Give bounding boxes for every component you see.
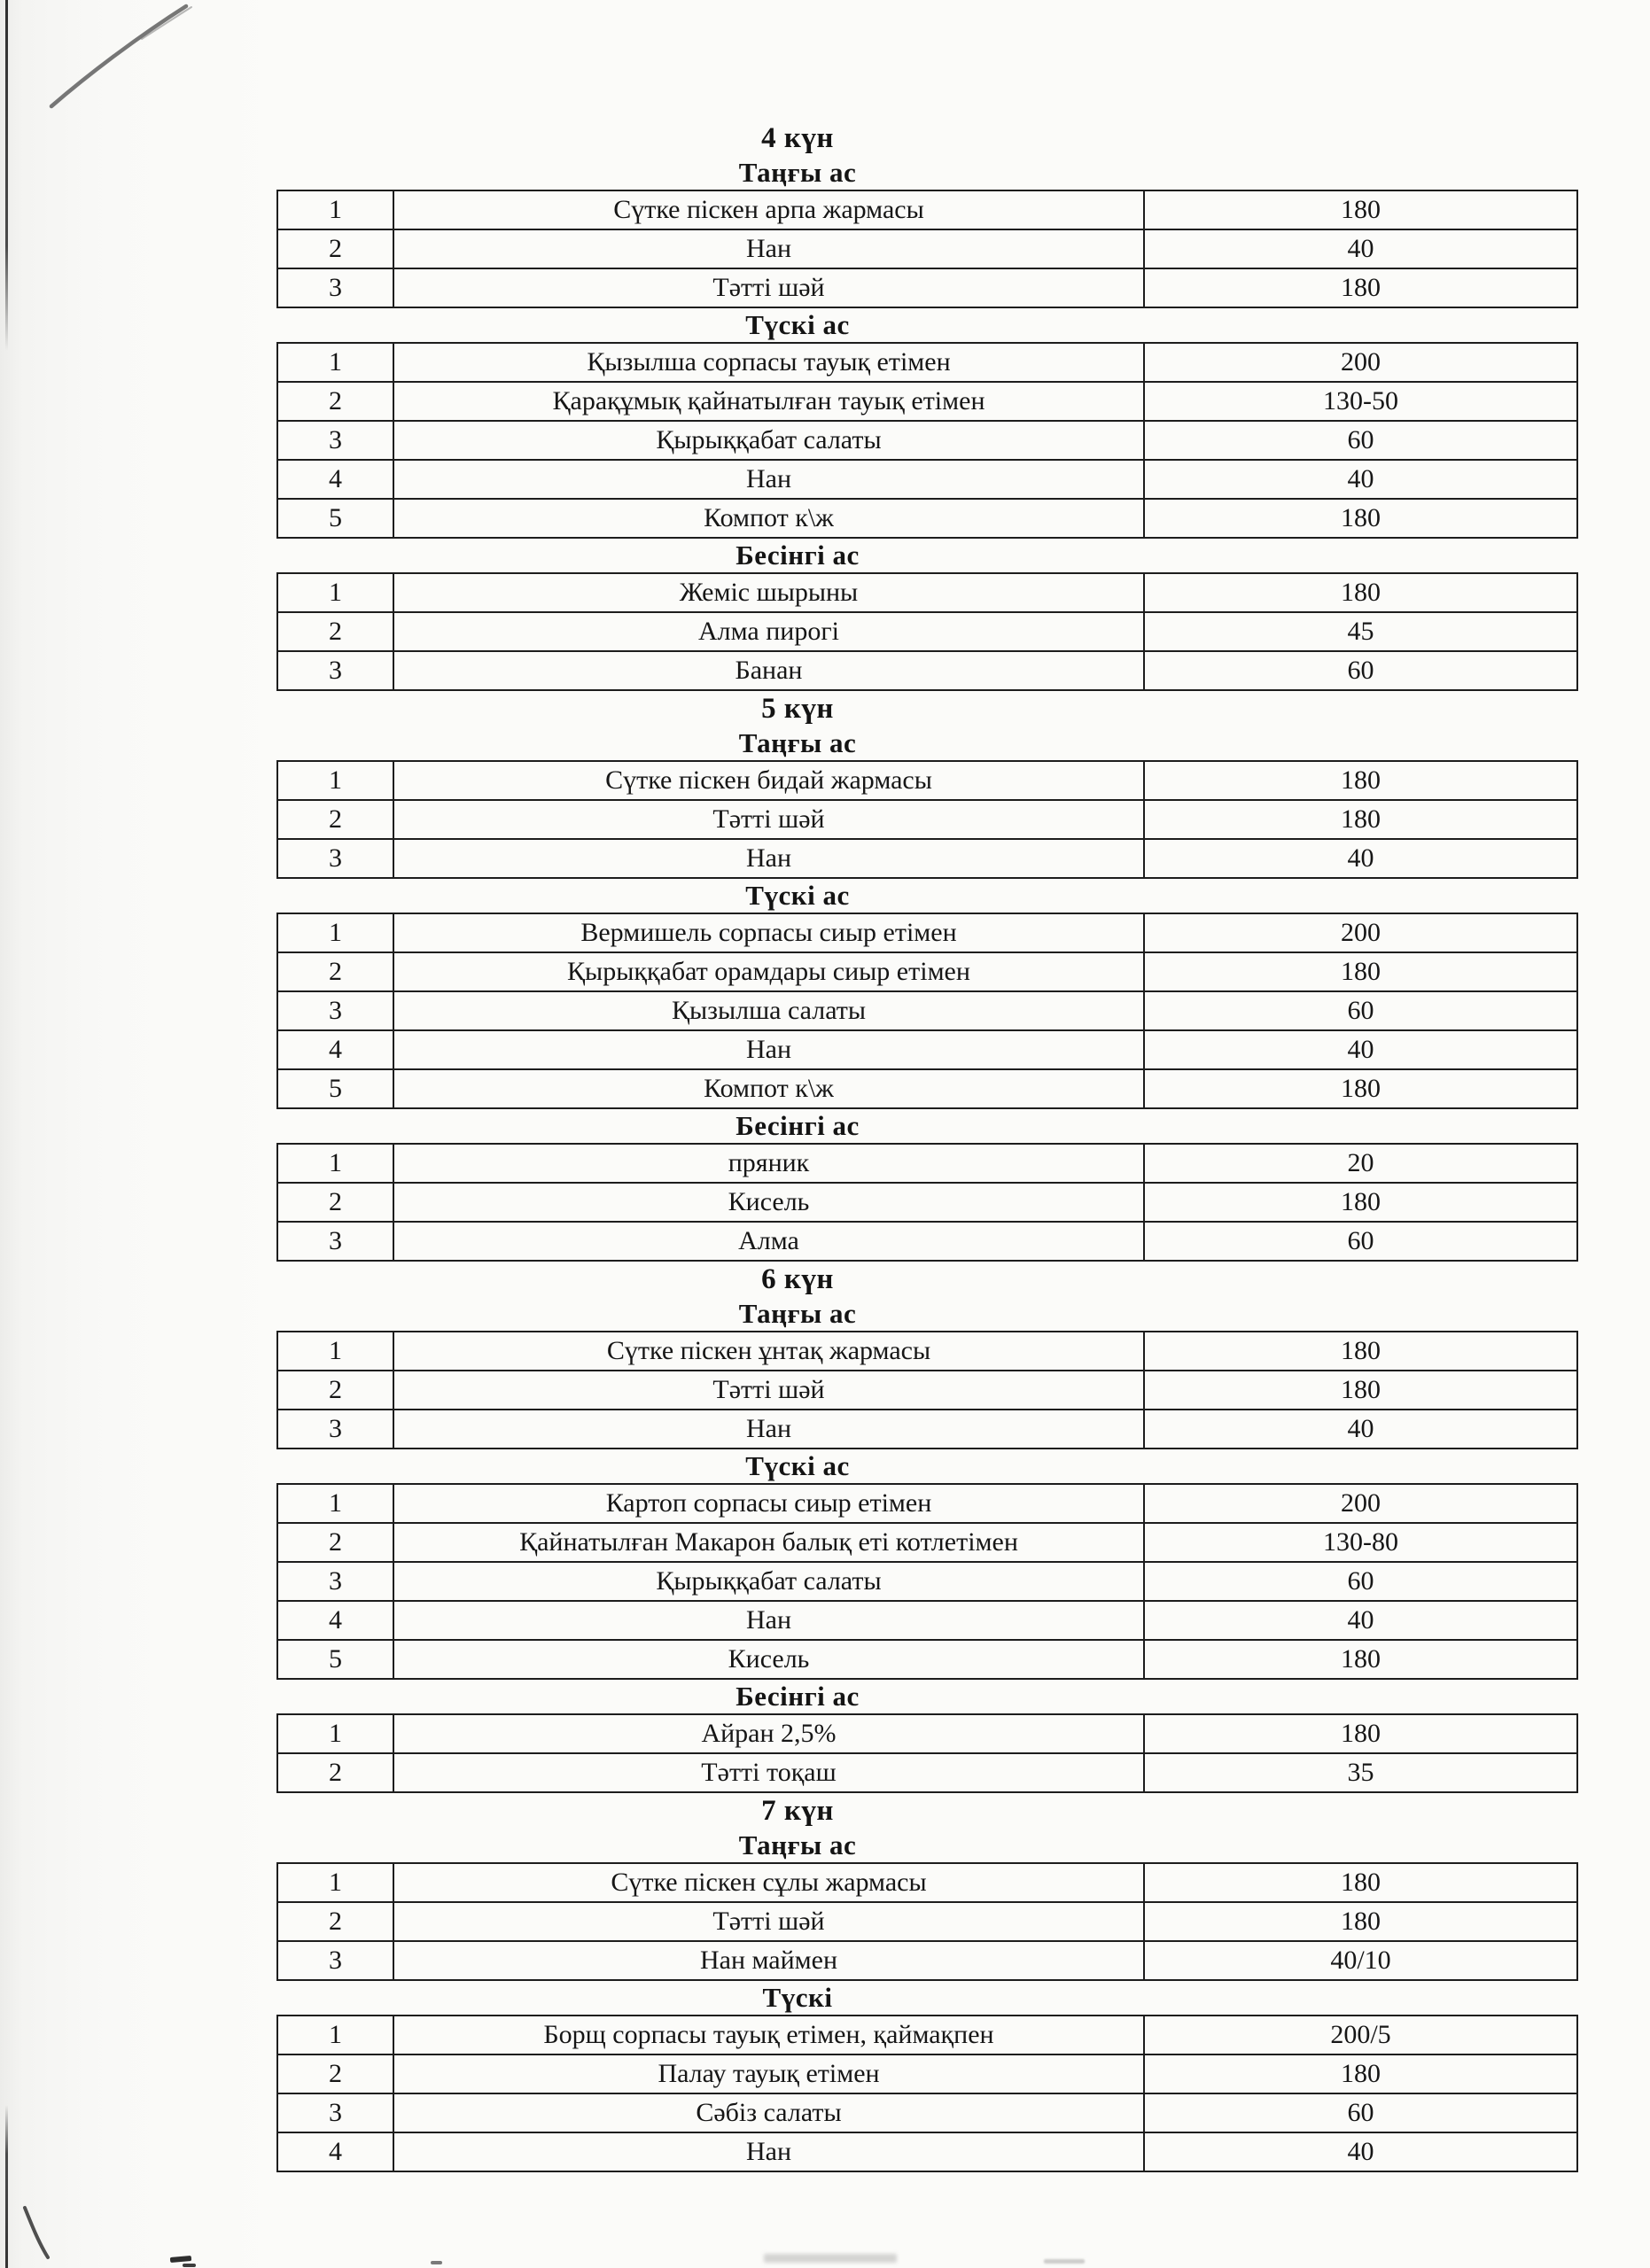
dish-amount-cell: 130-80 (1144, 1523, 1577, 1562)
dish-name-cell: Сүтке піскен сұлы жармасы (393, 1863, 1144, 1902)
table-row (277, 382, 1577, 421)
table-row (277, 1144, 1577, 1183)
row-number-cell: 4 (277, 2132, 393, 2171)
dish-name-cell: Нан маймен (393, 1941, 1144, 1980)
table-row (277, 2132, 1577, 2171)
dish-name-cell: Қайнатылған Макарон балық еті котлетімен (393, 1523, 1144, 1562)
dish-name-cell: Жеміс шырыны (393, 573, 1144, 612)
dish-amount-cell: 180 (1144, 952, 1577, 991)
day-title: 5 күн (761, 693, 834, 725)
row-number-cell: 3 (277, 651, 393, 690)
row-number-cell: 1 (277, 913, 393, 952)
dish-name-cell: Нан (393, 1410, 1144, 1449)
meal-table (276, 572, 1578, 691)
table-row (277, 1484, 1577, 1523)
dish-amount-cell: 180 (1144, 268, 1577, 307)
meal-table (276, 190, 1578, 308)
dish-amount-cell: 40 (1144, 2132, 1577, 2171)
table-row (277, 1030, 1577, 1069)
row-number-cell: 1 (277, 1144, 393, 1183)
row-number-cell: 5 (277, 1640, 393, 1679)
day-section (0, 1793, 1650, 2172)
dish-name-cell: Кисель (393, 1640, 1144, 1679)
row-number-cell: 5 (277, 499, 393, 538)
table-row (277, 343, 1577, 382)
dish-amount-cell: 180 (1144, 2054, 1577, 2093)
dish-amount-cell: 180 (1144, 1371, 1577, 1410)
table-body (277, 1714, 1577, 1792)
dish-amount-cell: 180 (1144, 800, 1577, 839)
dish-name-cell: Компот к\ж (393, 499, 1144, 538)
dish-name-cell: Палау тауық етімен (393, 2054, 1144, 2093)
dish-amount-cell: 200 (1144, 343, 1577, 382)
dish-amount-cell: 60 (1144, 1562, 1577, 1601)
dish-amount-cell: 40 (1144, 1601, 1577, 1640)
table-row (277, 952, 1577, 991)
day-title: 7 күн (761, 1795, 834, 1827)
row-number-cell: 1 (277, 761, 393, 800)
table-row (277, 612, 1577, 651)
dish-name-cell: Тәтті шәй (393, 1371, 1144, 1410)
dish-amount-cell: 180 (1144, 499, 1577, 538)
row-number-cell: 3 (277, 991, 393, 1030)
scan-smudge-artifact (764, 2254, 897, 2263)
row-number-cell: 2 (277, 1902, 393, 1941)
table-row (277, 1371, 1577, 1410)
row-number-cell: 2 (277, 382, 393, 421)
dish-name-cell: пряник (393, 1144, 1144, 1183)
table-row (277, 651, 1577, 690)
dish-name-cell: Қырыққабат салаты (393, 1562, 1144, 1601)
table-row (277, 1640, 1577, 1679)
scan-smudge-artifact (1044, 2259, 1085, 2264)
row-number-cell: 1 (277, 190, 393, 229)
meal-table (276, 1713, 1578, 1793)
row-number-cell: 1 (277, 1332, 393, 1371)
dish-amount-cell: 60 (1144, 651, 1577, 690)
table-row (277, 1183, 1577, 1222)
table-row (277, 499, 1577, 538)
table-row (277, 268, 1577, 307)
table-row (277, 1332, 1577, 1371)
row-number-cell: 5 (277, 1069, 393, 1108)
meal-title: Түскі ас (745, 1450, 850, 1481)
meal-title: Түскі (762, 1982, 833, 2013)
table-row (277, 2093, 1577, 2132)
table-row (277, 2054, 1577, 2093)
dish-amount-cell: 180 (1144, 573, 1577, 612)
table-row (277, 1753, 1577, 1792)
dish-amount-cell: 200 (1144, 1484, 1577, 1523)
meal-table (276, 913, 1578, 1109)
meal-table (276, 1483, 1578, 1680)
dish-amount-cell: 40 (1144, 839, 1577, 878)
dish-name-cell: Қызылша салаты (393, 991, 1144, 1030)
row-number-cell: 2 (277, 800, 393, 839)
dish-name-cell: Қарақұмық қайнатылған тауық етімен (393, 382, 1144, 421)
dish-name-cell: Сүтке піскен ұнтақ жармасы (393, 1332, 1144, 1371)
scan-mark-artifact (183, 2264, 196, 2267)
row-number-cell: 3 (277, 1562, 393, 1601)
menu-days (0, 120, 1650, 2172)
meal-title: Таңғы ас (738, 727, 857, 758)
dish-amount-cell: 130-50 (1144, 382, 1577, 421)
dish-amount-cell: 180 (1144, 1714, 1577, 1753)
dish-amount-cell: 60 (1144, 2093, 1577, 2132)
table-row (277, 190, 1577, 229)
table-row (277, 1863, 1577, 1902)
pen-mark-bottom-left-artifact (16, 2202, 60, 2264)
pen-stroke-artifact (35, 0, 248, 124)
meal-table (276, 1862, 1578, 1981)
table-body (277, 190, 1577, 307)
dish-amount-cell: 40 (1144, 460, 1577, 499)
row-number-cell: 3 (277, 1222, 393, 1261)
row-number-cell: 1 (277, 1484, 393, 1523)
dish-name-cell: Нан (393, 460, 1144, 499)
row-number-cell: 3 (277, 268, 393, 307)
table-body (277, 2016, 1577, 2171)
dish-name-cell: Сәбіз салаты (393, 2093, 1144, 2132)
scan-mark-artifact (431, 2261, 442, 2264)
dish-name-cell: Нан (393, 1601, 1144, 1640)
meal-table (276, 342, 1578, 539)
dish-name-cell: Нан (393, 1030, 1144, 1069)
dish-amount-cell: 40 (1144, 1030, 1577, 1069)
meal-title: Таңғы ас (738, 1829, 857, 1860)
dish-amount-cell: 180 (1144, 1069, 1577, 1108)
dish-name-cell: Қызылша сорпасы тауық етімен (393, 343, 1144, 382)
dish-name-cell: Айран 2,5% (393, 1714, 1144, 1753)
meal-title: Таңғы ас (738, 157, 857, 188)
dish-amount-cell: 180 (1144, 1183, 1577, 1222)
dish-amount-cell: 180 (1144, 1902, 1577, 1941)
table-row (277, 800, 1577, 839)
table-row (277, 2016, 1577, 2054)
dish-amount-cell: 200/5 (1144, 2016, 1577, 2054)
table-row (277, 1601, 1577, 1640)
table-body (277, 1484, 1577, 1679)
dish-name-cell: Борщ сорпасы тауық етімен, қаймақпен (393, 2016, 1144, 2054)
table-row (277, 1069, 1577, 1108)
table-body (277, 1144, 1577, 1261)
dish-amount-cell: 20 (1144, 1144, 1577, 1183)
dish-amount-cell: 40/10 (1144, 1941, 1577, 1980)
dish-name-cell: Қырыққабат салаты (393, 421, 1144, 460)
table-row (277, 991, 1577, 1030)
day-section (0, 691, 1650, 1262)
dish-amount-cell: 40 (1144, 1410, 1577, 1449)
dish-name-cell: Нан (393, 839, 1144, 878)
row-number-cell: 2 (277, 1753, 393, 1792)
day-section (0, 120, 1650, 691)
dish-amount-cell: 180 (1144, 190, 1577, 229)
meal-title: Бесінгі ас (735, 540, 860, 571)
row-number-cell: 2 (277, 1183, 393, 1222)
meal-table (276, 1143, 1578, 1262)
row-number-cell: 2 (277, 2054, 393, 2093)
row-number-cell: 3 (277, 421, 393, 460)
meal-table (276, 760, 1578, 879)
row-number-cell: 3 (277, 2093, 393, 2132)
row-number-cell: 3 (277, 839, 393, 878)
dish-name-cell: Тәтті шәй (393, 1902, 1144, 1941)
dish-amount-cell: 60 (1144, 991, 1577, 1030)
meal-title: Түскі ас (745, 880, 850, 911)
dish-name-cell: Вермишель сорпасы сиыр етімен (393, 913, 1144, 952)
table-row (277, 1902, 1577, 1941)
row-number-cell: 4 (277, 460, 393, 499)
table-row (277, 913, 1577, 952)
dish-name-cell: Нан (393, 2132, 1144, 2171)
meal-table (276, 2015, 1578, 2172)
row-number-cell: 1 (277, 343, 393, 382)
table-row (277, 1222, 1577, 1261)
dish-name-cell: Қырыққабат орамдары сиыр етімен (393, 952, 1144, 991)
dish-amount-cell: 35 (1144, 1753, 1577, 1792)
dish-amount-cell: 40 (1144, 229, 1577, 268)
dish-name-cell: Банан (393, 651, 1144, 690)
meal-title: Таңғы ас (738, 1298, 857, 1329)
meal-title: Түскі ас (745, 309, 850, 340)
dish-name-cell: Сүтке піскен бидай жармасы (393, 761, 1144, 800)
table-row (277, 460, 1577, 499)
dish-amount-cell: 180 (1144, 761, 1577, 800)
row-number-cell: 4 (277, 1030, 393, 1069)
dish-amount-cell: 60 (1144, 421, 1577, 460)
row-number-cell: 1 (277, 1714, 393, 1753)
table-row (277, 761, 1577, 800)
dish-name-cell: Тәтті тоқаш (393, 1753, 1144, 1792)
table-row (277, 1562, 1577, 1601)
dish-name-cell: Нан (393, 229, 1144, 268)
table-row (277, 573, 1577, 612)
row-number-cell: 3 (277, 1410, 393, 1449)
meal-title: Бесінгі ас (735, 1110, 860, 1141)
dish-amount-cell: 60 (1144, 1222, 1577, 1261)
dish-name-cell: Компот к\ж (393, 1069, 1144, 1108)
table-body (277, 913, 1577, 1108)
day-section (0, 1262, 1650, 1793)
meal-table (276, 1331, 1578, 1449)
table-body (277, 573, 1577, 690)
table-row (277, 1941, 1577, 1980)
dish-name-cell: Кисель (393, 1183, 1144, 1222)
dish-amount-cell: 180 (1144, 1640, 1577, 1679)
row-number-cell: 1 (277, 573, 393, 612)
day-title: 4 күн (761, 122, 834, 154)
dish-amount-cell: 200 (1144, 913, 1577, 952)
dish-name-cell: Алма (393, 1222, 1144, 1261)
dish-name-cell: Тәтті шәй (393, 268, 1144, 307)
dish-amount-cell: 180 (1144, 1332, 1577, 1371)
table-row (277, 1714, 1577, 1753)
day-title: 6 күн (761, 1263, 834, 1295)
dish-name-cell: Тәтті шәй (393, 800, 1144, 839)
row-number-cell: 1 (277, 1863, 393, 1902)
table-body (277, 1863, 1577, 1980)
dish-name-cell: Сүтке піскен арпа жармасы (393, 190, 1144, 229)
table-body (277, 1332, 1577, 1449)
table-body (277, 761, 1577, 878)
table-row (277, 229, 1577, 268)
row-number-cell: 2 (277, 1523, 393, 1562)
row-number-cell: 4 (277, 1601, 393, 1640)
table-body (277, 343, 1577, 538)
table-row (277, 1523, 1577, 1562)
table-row (277, 1410, 1577, 1449)
row-number-cell: 2 (277, 612, 393, 651)
dish-amount-cell: 180 (1144, 1863, 1577, 1902)
table-row (277, 839, 1577, 878)
row-number-cell: 2 (277, 952, 393, 991)
row-number-cell: 2 (277, 1371, 393, 1410)
row-number-cell: 1 (277, 2016, 393, 2054)
dish-name-cell: Алма пирогі (393, 612, 1144, 651)
dish-amount-cell: 45 (1144, 612, 1577, 651)
meal-title: Бесінгі ас (735, 1681, 860, 1712)
dish-name-cell: Картоп сорпасы сиыр етімен (393, 1484, 1144, 1523)
row-number-cell: 2 (277, 229, 393, 268)
table-row (277, 421, 1577, 460)
row-number-cell: 3 (277, 1941, 393, 1980)
